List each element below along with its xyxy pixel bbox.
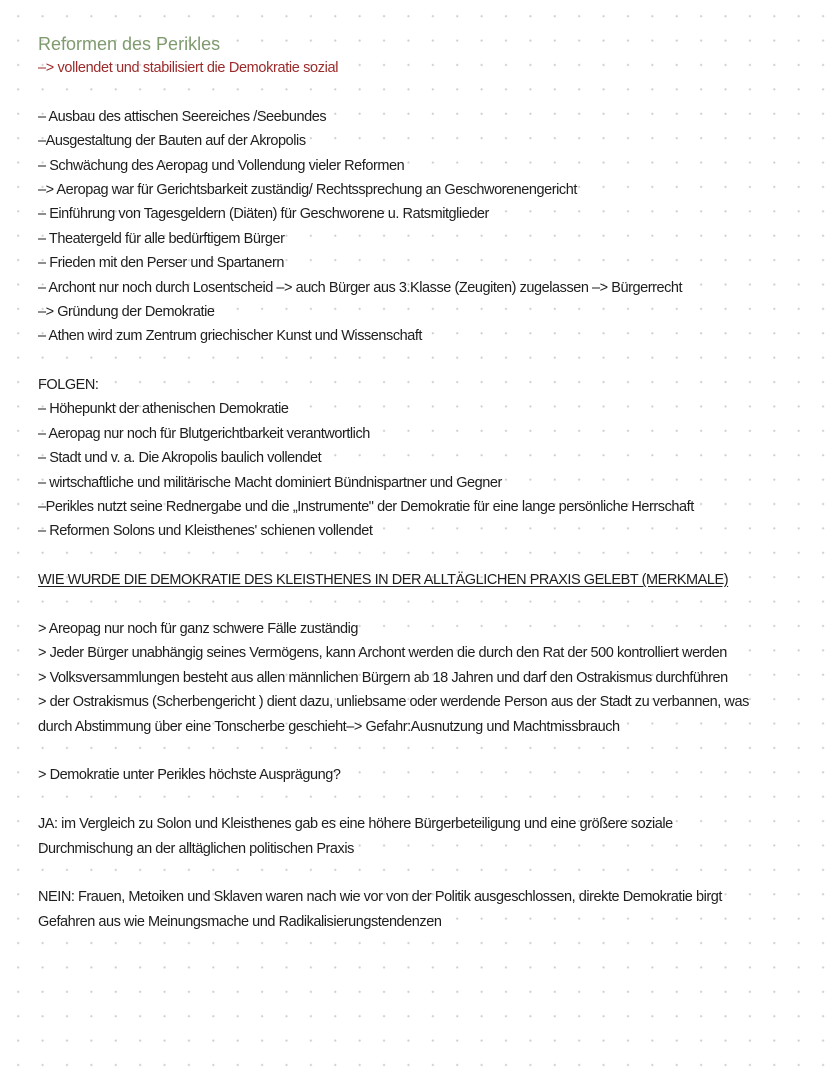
folgen-item: – wirtschaftliche und militärische Macht dominiert Bündnispartner und Gegner [38,474,502,491]
ja-line: JA: im Vergleich zu Solon und Kleisthenes gab es eine höhere Bürgerbeteiligung und eine größere soziale [38,816,673,833]
folgen-item: –Perikles nutzt seine Rednergabe und die „Instrumente" der Demokratie für eine lange persönliche Herrschaft [38,499,694,516]
folgen-item: – Reformen Solons und Kleisthenes' schienen vollendet [38,523,373,540]
spacer [38,80,798,104]
spacer [38,349,798,373]
ja-answer [38,812,798,861]
reform-item: – Schwächung des Aeropag und Vollendung vieler Reformen [38,157,405,174]
reforms-list [38,105,798,349]
spacer [38,593,798,617]
reform-item: – Einführung von Tagesgeldern (Diäten) für Geschworene u. Ratsmitglieder [38,206,489,223]
reform-item: –> Aeropag war für Gerichtsbarkeit zuständig/ Rechtssprechung an Geschworenengericht [38,181,577,198]
folgen-item: – Aeropag nur noch für Blutgerichtbarkeit verantwortlich [38,425,370,442]
praxis-section [38,568,798,739]
praxis-item: durch Abstimmung über eine Tonscherbe geschieht–> Gefahr:Ausnutzung und Machtmissbrauch [38,718,620,735]
ja-line: Durchmischung an der alltäglichen politischen Praxis [38,840,354,857]
reform-item: – Ausbau des attischen Seereiches /Seebundes [38,108,327,125]
folgen-heading: FOLGEN: [38,377,99,394]
reform-item: – Athen wird zum Zentrum griechischer Kunst und Wissenschaft [38,328,423,345]
reform-item: –> Gründung der Demokratie [38,303,215,320]
spacer [38,861,798,885]
reform-item: – Theatergeld für alle bedürftigem Bürger [38,230,285,247]
nein-line: NEIN: Frauen, Metoiken und Sklaven waren nach wie vor von der Politik ausgeschlossen, direkte Demokratie birgt [38,889,722,906]
praxis-item: > Areopag nur noch für ganz schwere Fälle zuständig [38,620,359,637]
praxis-item: > Jeder Bürger unabhängig seines Vermögens, kann Archont werden die durch den Rat der 500 kontrolliert werden [38,645,727,662]
reform-item: –Ausgestaltung der Bauten auf der Akropolis [38,133,306,150]
spacer [38,739,798,763]
reform-item: – Frieden mit den Perser und Spartanern [38,255,285,272]
praxis-item: > der Ostrakismus (Scherbengericht ) dient dazu, unliebsame oder werdende Person aus der Stadt zu verbannen, was [38,694,749,711]
reform-item: – Archont nur noch durch Losentscheid –> auch Bürger aus 3.Klasse (Zeugiten) zugelassen –> Bürgerrecht [38,279,683,296]
praxis-item: > Volksversammlungen besteht aus allen männlichen Bürgern ab 18 Jahren und darf den Ostrakismus durchführen [38,669,728,686]
note-page [38,32,798,934]
folgen-item: – Höhepunkt der athenischen Demokratie [38,401,289,418]
page-title: Reformen des Perikles [38,34,221,54]
page-subtitle: –> vollendet und stabilisiert die Demokratie sozial [38,60,339,76]
folgen-item: – Stadt und v. a. Die Akropolis baulich vollendet [38,450,322,467]
nein-answer [38,885,798,934]
folgen-section [38,373,798,544]
spacer [38,788,798,812]
spacer [38,544,798,568]
nein-line: Gefahren aus wie Meinungsmache und Radikalisierungstendenzen [38,913,442,930]
question-line: > Demokratie unter Perikles höchste Ausprägung? [38,767,341,784]
praxis-heading: WIE WURDE DIE DEMOKRATIE DES KLEISTHENES IN DER ALLTÄGLICHEN PRAXIS GELEBT (MERKMALE) [38,572,729,589]
